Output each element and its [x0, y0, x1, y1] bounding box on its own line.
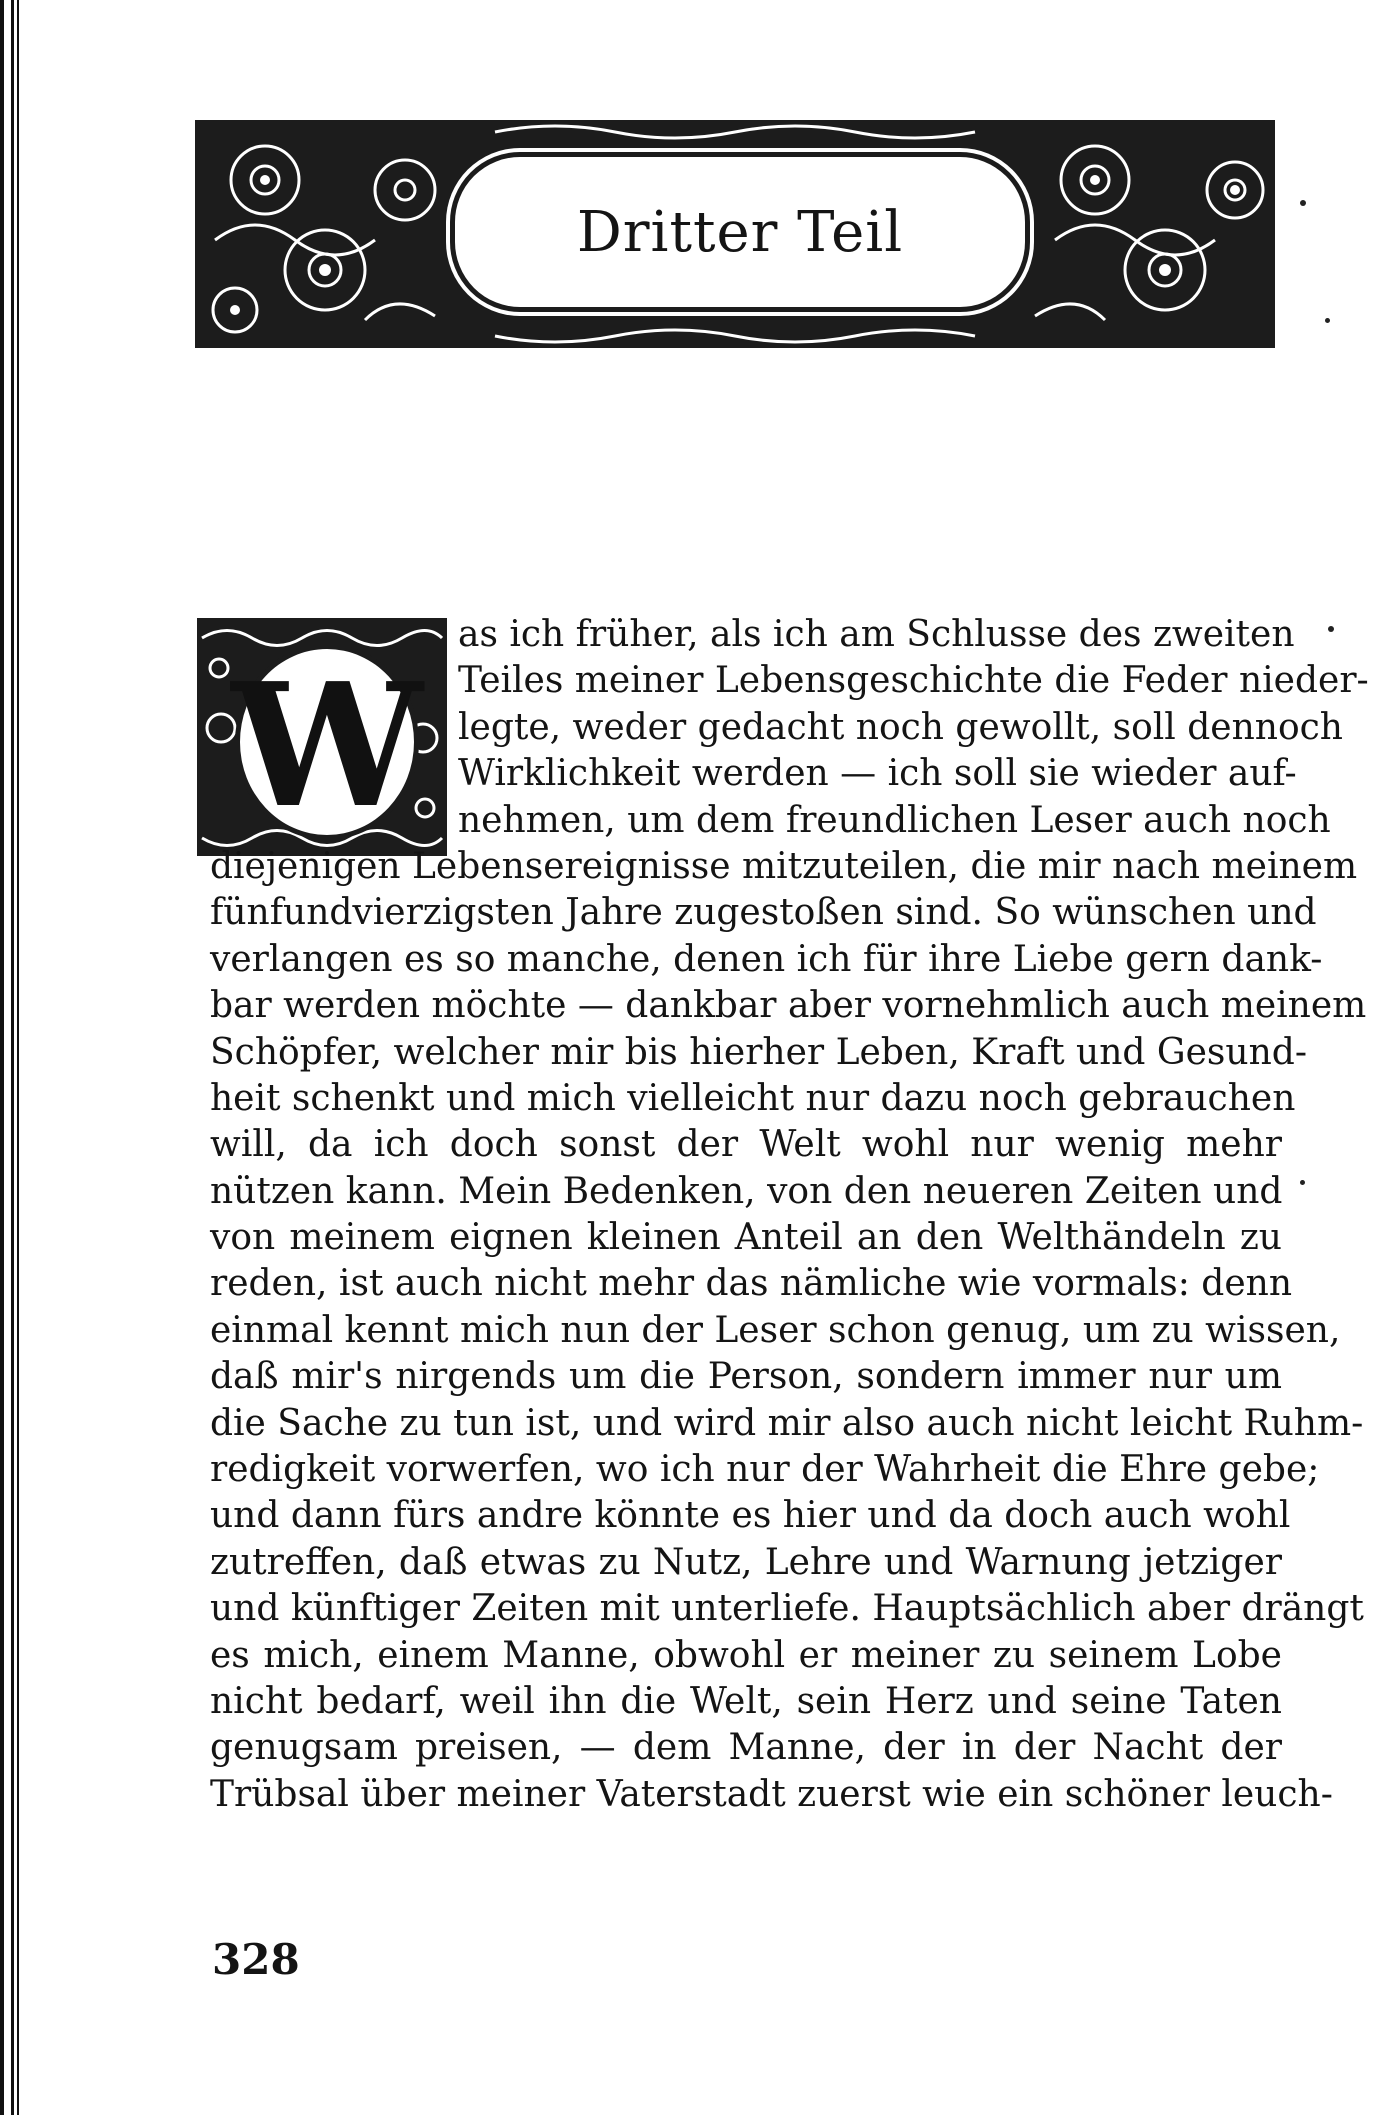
drop-cap-letter: W — [231, 646, 423, 846]
text-line: nehmen, um dem freundlichen Leser auch noch — [458, 799, 1331, 841]
text-line: daß mir's nirgends um die Person, sondern immer nur um — [210, 1356, 1282, 1398]
text-line: as ich früher, als ich am Schlusse des zweiten — [458, 614, 1295, 655]
title-cartouche — [450, 152, 1030, 312]
text-line: nicht bedarf, weil ihn die Welt, sein Herz und seine Taten — [210, 1680, 1282, 1722]
text-line: Trübsal über meiner Vaterstadt zuerst wie ein schöner leuch- — [210, 1773, 1333, 1815]
page-number: 328 — [212, 1935, 300, 1984]
chapter-header-ornament — [195, 120, 1275, 348]
text-line: Teiles meiner Lebensgeschichte die Feder nieder- — [458, 660, 1369, 702]
text-line: verlangen es so manche, denen ich für ihre Liebe gern dank- — [210, 938, 1323, 980]
text-line: will, da ich doch sonst der Welt wohl nur wenig mehr — [210, 1124, 1282, 1166]
page-spine-line — [17, 0, 19, 2115]
print-speck — [1300, 200, 1306, 206]
text-line: und dann fürs andre könnte es hier und da doch auch wohl — [210, 1495, 1291, 1537]
print-speck — [1300, 1180, 1305, 1185]
text-line: redigkeit vorwerfen, wo ich nur der Wahrheit die Ehre gebe; — [210, 1449, 1320, 1491]
text-line: diejenigen Lebensereignisse mitzuteilen, die mir nach meinem — [210, 845, 1358, 887]
text-line: reden, ist auch nicht mehr das nämliche wie vormals: denn — [210, 1263, 1293, 1305]
text-line: die Sache zu tun ist, und wird mir also auch nicht leicht Ruhm- — [210, 1402, 1364, 1444]
text-line: von meinem eignen kleinen Anteil an den Welthändeln zu — [210, 1217, 1282, 1259]
text-line: genugsam preisen, — dem Manne, der in der Nacht der — [210, 1727, 1282, 1769]
print-speck — [1325, 318, 1330, 323]
page-spine-line — [0, 0, 4, 2115]
text-line: Wirklichkeit werden — ich soll sie wieder auf- — [458, 753, 1297, 795]
text-line: heit schenkt und mich vielleicht nur dazu noch gebrauchen — [210, 1077, 1296, 1119]
text-line: fünfundvierzigsten Jahre zugestoßen sind. So wünschen und — [210, 892, 1317, 934]
text-line: nützen kann. Mein Bedenken, von den neueren Zeiten und — [210, 1170, 1283, 1212]
text-line: zutreffen, daß etwas zu Nutz, Lehre und Warnung jetziger — [210, 1541, 1282, 1583]
text-line: Schöpfer, welcher mir bis hierher Leben, Kraft und Gesund- — [210, 1031, 1307, 1073]
page-spine-line — [11, 0, 14, 2115]
text-line: einmal kennt mich nun der Leser schon genug, um zu wissen, — [210, 1309, 1341, 1351]
text-line: bar werden möchte — dankbar aber vornehmlich auch meinem — [210, 985, 1367, 1027]
print-speck — [1328, 626, 1334, 632]
text-line: legte, weder gedacht noch gewollt, soll dennoch — [458, 706, 1343, 748]
chapter-title: Dritter Teil — [576, 199, 904, 265]
body-text — [210, 612, 1369, 1818]
text-line: und künftiger Zeiten mit unterliefe. Hauptsächlich aber drängt — [210, 1588, 1364, 1630]
text-line: es mich, einem Manne, obwohl er meiner zu seinem Lobe — [210, 1634, 1282, 1676]
